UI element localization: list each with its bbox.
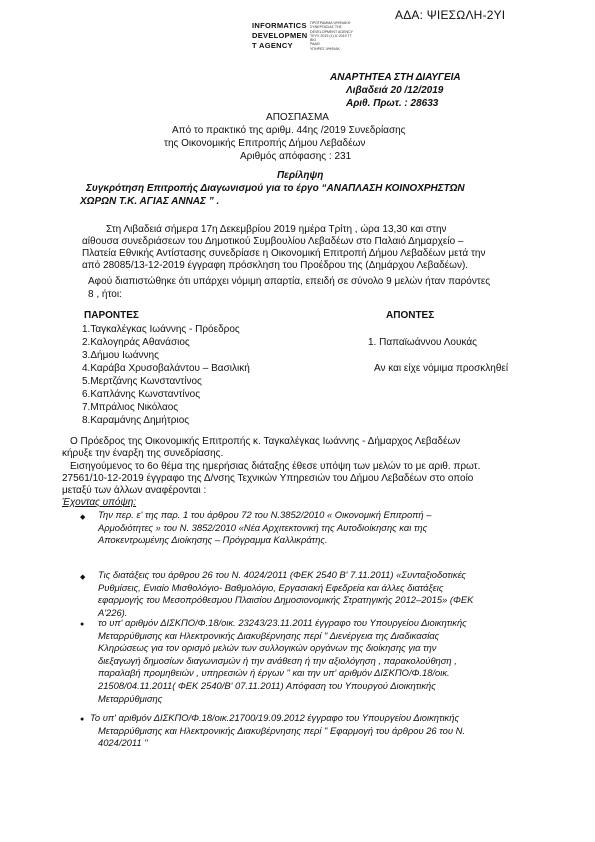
- logo-line: DEVELOPMEN: [252, 31, 308, 40]
- bullet-icon: ●: [80, 716, 85, 723]
- logo-subtext: [310, 21, 402, 51]
- intro-line: Πλατεία Εθνικής Αντίστασης συνεδρίασε η Οικονομική Επιτροπή Δήμου Λεβαδέων μετά την: [82, 248, 486, 259]
- considering-heading: Έχοντας υπόψη:: [62, 497, 137, 508]
- bullet-item: [98, 569, 518, 619]
- absent-header: ΑΠΟΝΤΕΣ: [386, 310, 435, 321]
- intro-line: Στη Λιβαδειά σήμερα 17η Δεκεμβρίου 2019 ημέρα Τρίτη , ώρα 13,30 και στην: [106, 224, 447, 235]
- document-date: Λιβαδειά 20 /12/2019: [346, 85, 444, 96]
- logo-subline: ΣΥΝΕΡΓΑΣΙΑΣ ΤΗΣ: [310, 25, 342, 30]
- present-member: 6.Καπλάνης Κωνσταντίνος: [82, 389, 201, 400]
- bullet-line: Μεταρρύθμισης: [98, 692, 163, 704]
- logo-text: [252, 21, 308, 51]
- bullet-line: Κληρώσεως για τον ορισμό μελών των συλλογικών οργάνων της διοίκησης για την: [98, 642, 437, 654]
- bullet-icon: ◆: [80, 574, 86, 581]
- body-line: 27561/10-12-2019 έγγραφο της Δ/νσης Τεχνικών Υπηρεσιών του Δήμου Λεβαδέων στο οποίο: [62, 473, 474, 484]
- protocol-number: Αριθ. Πρωτ. : 28633: [346, 98, 439, 109]
- intro-line: Αφού διαπιστώθηκε ότι υπάρχει νόμιμη απαρτία, επειδή σε σύνολο 9 μελών ήταν παρόντες: [88, 276, 491, 287]
- bullet-line: Την περ. ε' της παρ. 1 του άρθρου 72 του Ν.3852/2010 « Οικονομική Επιτροπή –: [98, 509, 432, 520]
- intro-line: από 28085/13-12-2019 έγγραφη πρόσκληση του Προέδρου της (Δημάρχου Λεβαδέων).: [82, 260, 469, 271]
- logo-line: T AGENCY: [252, 41, 293, 50]
- absent-member: 1. Παπαϊωάννου Λουκάς: [368, 337, 477, 348]
- bullet-item: [90, 712, 518, 750]
- posting-notice: ΑΝΑΡΤΗΤΕΑ ΣΤΗ ΔΙΑΥΓΕΙΑ: [330, 72, 461, 83]
- logo-subline: ΥΠΗΡΕΣ ΨΗΦΙΑΚ: [310, 46, 340, 51]
- bullet-line: παραλαβή προμηθειών , υπηρεσιών ή έργων " και την υπ' αριθμόν ΔΙΣΚΠΟ/Φ.18/οικ.: [98, 667, 450, 679]
- logo-subline: ΤΕΥΧ 2019 (1) Α' 2019 ΤΓ: [310, 33, 352, 38]
- bullet-item: [98, 617, 518, 705]
- bullet-icon: ◆: [80, 514, 86, 521]
- summary-subject-line2: ΧΩΡΩΝ Τ.Κ. ΑΓΙΑΣ ΑΝΝΑΣ ” .: [80, 196, 220, 207]
- present-member: 5.Μερτζάνης Κωνσταντίνος: [82, 376, 202, 387]
- bullet-line: διεξαγωγή δημοσίων διαγωνισμών ή την ανάθεση ή την αξιολόγηση , παρακολούθηση ,: [98, 654, 457, 666]
- bullet-item: [98, 509, 518, 547]
- present-header: ΠΑΡΟΝΤΕΣ: [84, 310, 139, 321]
- summary-title: Περίληψη: [277, 170, 324, 181]
- bullet-line: 21508/04.11.2011( ΦΕΚ 2540/Β' 07.11.2011) Απόφαση του Υπουργού Διοικητικής: [98, 679, 436, 691]
- ada-code: ΑΔΑ: ΨΙΕΣΩΛΗ-2ΥΙ: [395, 8, 506, 22]
- present-member: 8.Καραμάνης Δημήτριος: [82, 415, 190, 426]
- bullet-line: Α'226).: [98, 606, 128, 618]
- bullet-line: Τις διατάξεις του άρθρου 26 του Ν. 4024/2011 (ΦΕΚ 2540 Β' 7.11.2011) «Συνταξιοδοτικές: [98, 569, 466, 580]
- bullet-line: Μεταρρύθμισης και Ηλεκτρονικής Διακυβέρνησης περί " Διενέργεια της Διαδικασίας: [98, 629, 440, 641]
- absent-note: Αν και είχε νόμιμα προσκληθεί: [374, 363, 509, 374]
- present-member: 2.Καλογηράς Αθανάσιος: [82, 337, 190, 348]
- bullet-line: εφαρμογής του Μεσοπρόθεσμου Πλαισίου Δημοσιονομικής Στρατηγικής 2012–2015» (ΦΕΚ: [98, 594, 474, 606]
- summary-subject-line1: Συγκρότηση Επιτροπής Διαγωνισμού για το έργο “ΑΝΑΠΛΑΣΗ ΚΟΙΝΟΧΡΗΣΤΩΝ: [86, 183, 465, 194]
- present-member: 3.Δήμου Ιωάννης: [82, 350, 159, 361]
- bullet-icon: ●: [80, 621, 85, 628]
- body-line: Εισηγούμενος το 6ο θέμα της ημερήσιας διάταξης έθεσε υπόψη των μελών το με αριθ. πρωτ.: [70, 461, 481, 472]
- minutes-reference: Από το πρακτικό της αριθμ. 44ης /2019 Συνεδρίασης: [172, 125, 406, 136]
- intro-line: 8 , ήτοι:: [88, 289, 122, 300]
- logo-subline: DEVELOPMENT AGENCY: [310, 29, 354, 34]
- present-member: 4.Καράβα Χρυσοβαλάντου – Βασιλική: [82, 363, 250, 374]
- body-line: Ο Πρόεδρος της Οικονομικής Επιτροπής κ. Ταγκαλέγκας Ιωάννης - Δήμαρχος Λεβαδέων: [70, 436, 461, 447]
- committee-reference: της Οικονομικής Επιτροπής Δήμου Λεβαδέων: [164, 138, 366, 149]
- decision-number: Αριθμός απόφασης : 231: [240, 151, 352, 162]
- present-member: 7.Μπράλιος Νικόλαος: [82, 402, 179, 413]
- bullet-line: Το υπ' αριθμόν ΔΙΣΚΠΟ/Φ.18/οικ.21700/19.09.2012 έγγραφο του Υπουργείου Διοικητικής: [90, 712, 460, 723]
- present-member: 1.Ταγκαλέγκας Ιωάννης - Πρόεδρος: [82, 324, 240, 335]
- logo-subline: ΡΑΑΘ: [310, 42, 320, 47]
- extract-title: ΑΠΟΣΠΑΣΜΑ: [266, 112, 329, 123]
- bullet-line: Αρμοδιότητες » του Ν. 3852/2010 «Νέα Αρχιτεκτονική της Αυτοδιοίκησης και της: [98, 521, 428, 533]
- bullet-line: Αποκεντρωμένης Διοίκησης – Πρόγραμμα Καλλικράτης.: [98, 534, 328, 546]
- body-line: κήρυξε την έναρξη της συνεδρίασης.: [62, 448, 224, 459]
- bullet-line: Ρυθμίσεις, Ενιαίο Μισθολόγιο- Βαθμολόγιο, Εργασιακή Εφεδρεία και άλλες διατάξεις: [98, 581, 444, 593]
- body-line: μεταξύ των άλλων αναφέρονται :: [62, 485, 207, 496]
- bullet-line: 4024/2011 ": [98, 737, 148, 749]
- intro-line: αίθουσα συνεδριάσεων του Δημοτικού Συμβουλίου Λεβαδέων στο Παλαιό Δημαρχείο –: [82, 236, 464, 247]
- agency-logo: [252, 21, 402, 51]
- logo-subline: ΒΙΟ: [310, 38, 317, 43]
- logo-subline: ΠΡΟΓΡΑΜΜΑ ΨΗΦΙΑΚΗ: [310, 21, 351, 25]
- bullet-line: το υπ' αριθμόν ΔΙΣΚΠΟ/Φ.18/οικ. 23243/23.11.2011 έγγραφο του Υπουργείου Διοικητικής: [98, 617, 467, 628]
- logo-line: INFORMATICS: [252, 21, 307, 30]
- bullet-line: Μεταρρύθμισης και Ηλεκτρονικής Διακυβέρνησης περί " Εφαρμογή του άρθρου 26 του Ν.: [98, 724, 465, 736]
